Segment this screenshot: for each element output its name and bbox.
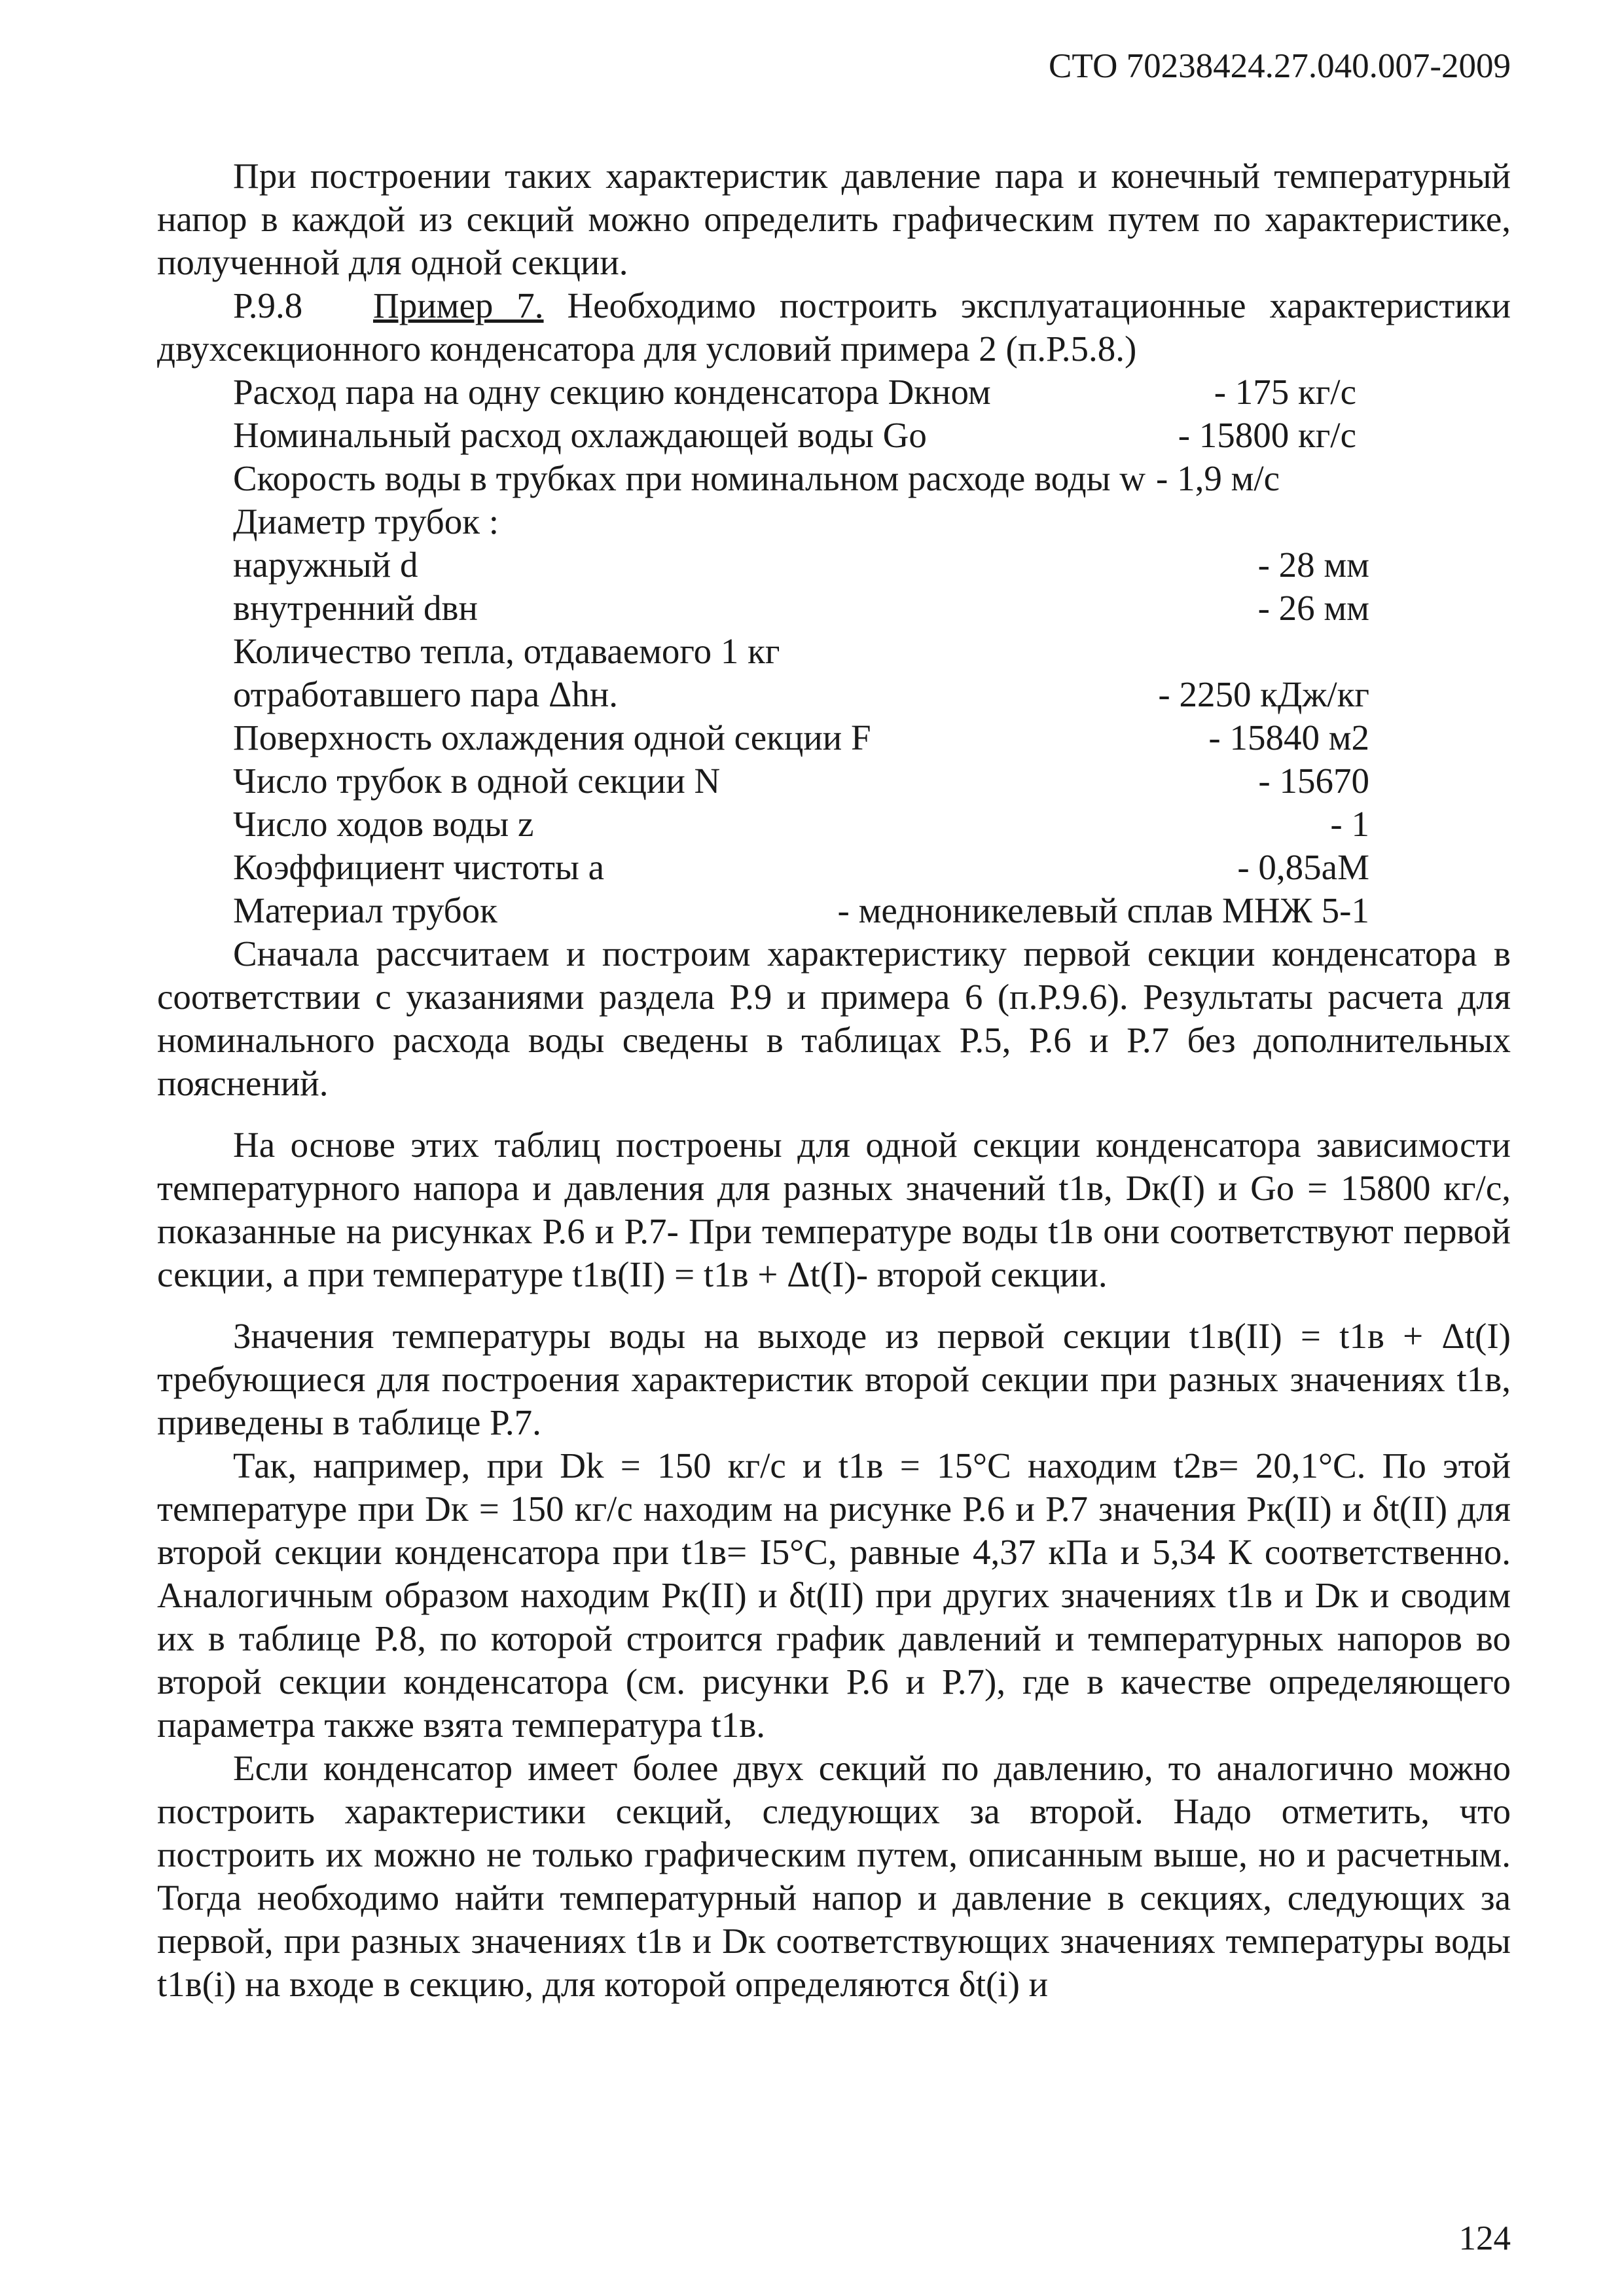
param-value: - 1,9 м/с xyxy=(1156,458,1280,498)
param-row xyxy=(233,846,1369,889)
param-value: - 15840 м2 xyxy=(1208,718,1369,757)
param-value: - медноникелевый сплав МНЖ 5-1 xyxy=(837,890,1369,930)
param-label: Коэффициент чистоты a xyxy=(233,847,605,887)
param-label: Расход пара на одну секцию конденсатора Dкном xyxy=(233,372,991,412)
param-value: - 26 мм xyxy=(1257,588,1369,628)
body-paragraph: На основе этих таблиц построены для одной секции конденсатора зависимости температурного напора и давления для разных значений t1в, Dк(I) и Gо = 15800 кг/с, показанные на рисунках Р.6 и Р.7- При температуре воды t1в они соответствуют первой секции, а при температуре t1в(II) = t1в + Δt(I)- второй секции. xyxy=(157,1125,1511,1294)
param-row xyxy=(233,587,1369,630)
param-value: - 2250 кДж/кг xyxy=(1158,674,1369,714)
param-row xyxy=(233,414,1356,457)
body-paragraph: Если конденсатор имеет более двух секций по давлению, то аналогично можно построить характеристики секций, следующих за второй. Надо отметить, что построить их можно не только графическим путем, описанным выше, но и расчетным. Тогда необходимо найти температурный напор и давление в секциях, следующих за первой, при разных значениях t1в и Dк соответствующих значениях температуры воды t1в(i) на входе в секцию, для которой определяются δt(i) и xyxy=(157,1748,1511,2004)
param-row xyxy=(233,630,1511,673)
param-label: отработавшего пара Δhн. xyxy=(233,674,619,714)
param-row xyxy=(233,457,1511,500)
document-code: СТО 70238424.27.040.007-2009 xyxy=(1049,47,1511,85)
example-heading xyxy=(157,284,1511,371)
parameter-list xyxy=(157,371,1511,932)
example-title: Пример 7. xyxy=(372,285,544,325)
body-paragraph: Сначала рассчитаем и построим характеристику первой секции конденсатора в соответствии с указаниями раздела Р.9 и примера 6 (п.Р.9.6). Результаты расчета для номинального расхода воды сведены в таблицах Р.5, Р.6 и Р.7 без дополнительных пояснений. xyxy=(157,934,1511,1103)
body-paragraph: Значения температуры воды на выходе из первой секции t1в(II) = t1в + Δt(I) требующиеся для построения характеристик второй секции при разных значениях t1в, приведены в таблице Р.7. xyxy=(157,1316,1511,1442)
intro-paragraph: При построении таких характеристик давление пара и конечный температурный напор в каждой из секций можно определить графическим путем по характеристике, полученной для одной секции. xyxy=(157,156,1511,282)
param-row xyxy=(233,543,1369,587)
param-label: внутренний dвн xyxy=(233,588,478,628)
param-value: - 175 кг/с xyxy=(1214,372,1356,412)
param-value: - 0,85aМ xyxy=(1237,847,1369,887)
param-value: - 15670 xyxy=(1258,761,1369,801)
param-label: Поверхность охлаждения одной секции F xyxy=(233,718,871,757)
param-value: - 1 xyxy=(1330,804,1369,844)
param-label: Количество тепла, отдаваемого 1 кг xyxy=(233,631,780,671)
param-label: наружный d xyxy=(233,545,418,585)
param-label: Скорость воды в трубках при номинальном расходе воды w xyxy=(233,458,1146,498)
param-label: Номинальный расход охлаждающей воды Gо xyxy=(233,415,927,455)
param-row xyxy=(233,716,1369,759)
param-row xyxy=(233,371,1356,414)
page-number: 124 xyxy=(1458,2219,1511,2257)
param-label: Число ходов воды z xyxy=(233,804,534,844)
param-value: - 28 мм xyxy=(1257,545,1369,585)
param-row xyxy=(233,673,1369,716)
param-label: Материал трубок xyxy=(233,890,497,930)
param-value: - 15800 кг/с xyxy=(1178,415,1356,455)
param-label: Число трубок в одной секции N xyxy=(233,761,721,801)
param-row xyxy=(233,759,1369,803)
param-label: Диаметр трубок : xyxy=(233,501,499,541)
param-row xyxy=(233,803,1369,846)
example-number: Р.9.8 xyxy=(233,285,303,325)
param-row xyxy=(233,889,1369,932)
param-row xyxy=(233,500,1511,543)
document-body xyxy=(157,155,1511,2006)
example-text: Необходимо построить эксплуатационные характеристики двухсекционного конденсатора для условий примера 2 (п.Р.5.8.) xyxy=(157,285,1511,369)
body-paragraph: Так, например, при Dk = 150 кг/с и t1в = 15°С находим t2в= 20,1°С. По этой температуре при Dк = 150 кг/с находим на рисунке Р.6 и Р.7 значения Pк(II) и δt(II) для второй секции конденсатора при t1в= I5°С, равные 4,37 кПа и 5,34 К соответственно. Аналогичным образом находим Pк(II) и δt(II) при других значениях t1в и Dк и сводим их в таблице Р.8, по которой строится график давлений и температурных напоров во второй секции конденсатора (см. рисунки Р.6 и Р.7), где в качестве определяющего параметра также взята температура t1в. xyxy=(157,1446,1511,1745)
